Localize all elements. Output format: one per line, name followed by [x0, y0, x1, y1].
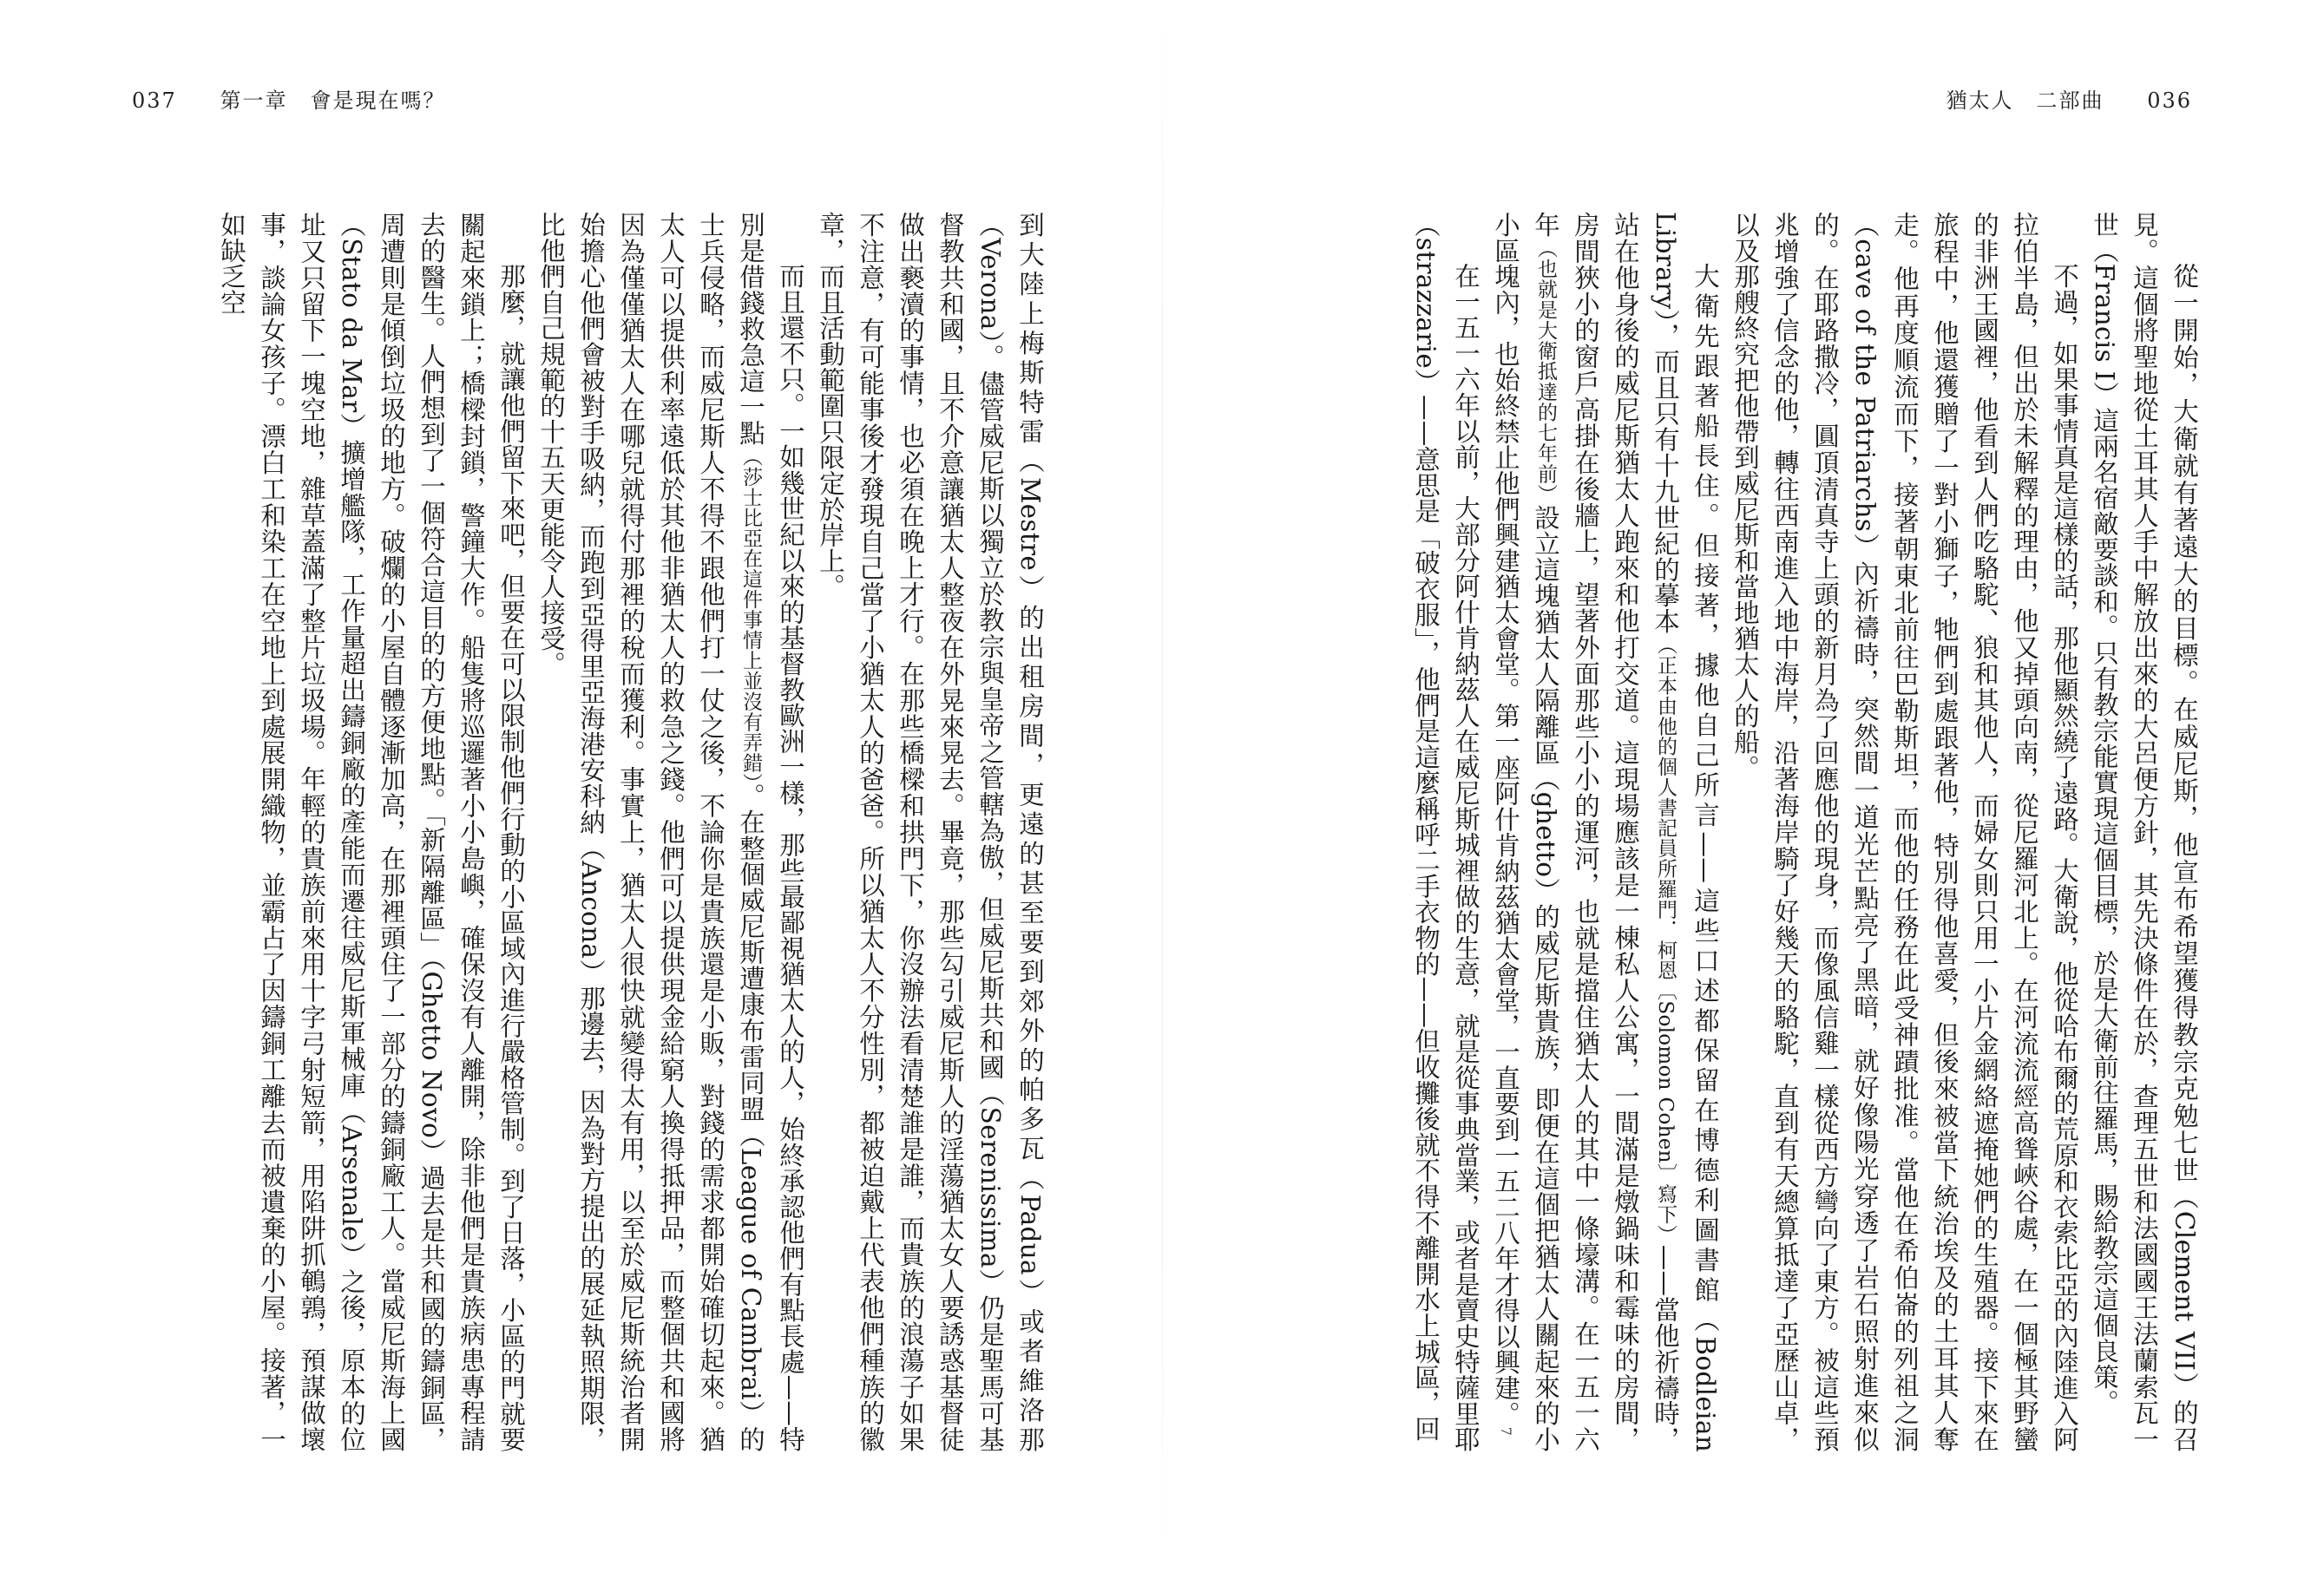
- paragraph: 從一開始，大衛就有著遠大的目標。在威尼斯，他宣布希望獲得教宗克勉七世（Clement VII）的召見。這個將聖地從土耳其人手中解放出來的大呂便方針，其先決條件在於，查理五世和法國國王法蘭索瓦一世（Francis I）這兩名宿敵要談和。只有教宗能實現這個目標，於是大衛前往羅馬，賜給教宗這個良策。: [2090, 212, 2199, 1452]
- right-page-number: 036: [2147, 88, 2192, 113]
- paragraph: 那麼，就讓他們留下來吧，但要在可以限制他們行動的小區域內進行嚴格管制。到了日落，小區的門就要關起來鎖上；橋樑封鎖，警鐘大作。船隻將巡邏著小小島嶼，確保沒有人離開，除非他們是貴族病患專程請去的醫生。人們想到了一個符合這目的的方便地點。「新隔離區」（Ghetto Novo）過去是共和國的鑄銅區，周遭則是傾倒垃圾的地方。破爛的小屋自體逐漸加高，在那裡頭住了一部分的鑄銅廠工人。當威尼斯海上國（Stato da Mar）擴增艦隊，工作量超出鑄銅廠的產能而遷往威尼斯軍械庫（Arsenale）之後，原本的位址又只留下一塊空地，雜草蓋滿了整片垃圾場。年輕的貴族前來用十字弓射短箭，用陷阱抓鵪鶉，預謀做壞事，談論女孩子。漂白工和染工在空地上到處展開織物，並霸占了因鑄銅工離去而被遺棄的小屋。接著，一如缺乏空: [217, 212, 526, 1452]
- left-page-number: 037: [132, 88, 177, 113]
- paragraph-text: 。在整個威尼斯遭康布雷同盟（League of Cambrai）的士兵侵略，而威尼斯人不得不跟他們打一仗之後，不論你是貴族還是小販，對錢的需求都開始確切起來。猶太人可以提供利率遠低於其他非猶太人的救急之錢。他們可以提供現金給窮人換得抵押品，而整個共和國將因為僅僅猶太人在哪兒就得付那裡的稅而獲利。事實上，猶太人很快就變得太有用，以至於威尼斯統治者開始擔心他們會被對手吸納，而跑到亞得里亞海港安科納（Ancona）那邊去，因為對方提出的展延執照期限，比他們自己規範的十五天更能令人接受。: [536, 212, 765, 1452]
- left-page-body: [127, 212, 1050, 1452]
- page-gutter: [1162, 0, 1163, 1572]
- paragraph: [1486, 212, 1725, 1452]
- paragraph-text: 大衛先跟著船長住。但接著，據他自己所言——這些口述都保留在博德利圖書館（Bodleian Library），而且只有十九世紀的摹本: [1651, 212, 1720, 1452]
- paragraph-text: 設立這塊猶太人隔離區（ghetto）的威尼斯貴族，即便在這個把猶太人關起來的小小區塊內，也始終禁止他們興建猶太會堂。第一座阿什肯納茲猶太會堂，一直要到一五二八年才得以興建。: [1491, 212, 1560, 1452]
- left-running-head: [132, 83, 445, 114]
- inline-note: （也就是大衛抵達的七年前）: [1534, 238, 1557, 505]
- paragraph-text: 而且還不只。一如幾世紀以來的基督教歐洲一樣，那些最鄙視猶太人的人，始終承認他們有點長處——特別是借錢救急這一點: [736, 212, 805, 1452]
- paragraph: [531, 212, 811, 1452]
- paragraph: 不過，如果事情真是這樣的話，那他顯然繞了遠路。大衛說，他從哈布爾的荒原和衣索比亞的內陸進入阿拉伯半島，但出於未解釋的理由，他又掉頭向南，從尼羅河北上。在河流流經高聳峽谷處，在一個極其野蠻的非洲王國裡，他看到人們吃駱駝、狼和其他人，而婦女則只用一小片金網絡遮掩她們的生殖器。接下來在旅程中，他還獲贈了一對小獅子，牠們到處跟著他，特別得他喜愛，但後來被當下統治埃及的土耳其人奪走。他再度順流而下，接著朝東北前往巴勒斯坦，而他的任務在此受神蹟批准。當他在希伯崙的列祖之洞（cave of the Patriarchs）內祈禱時，突然間一道光芒點亮了黑暗，就好像陽光穿透了岩石照射進來似的。在耶路撒冷，圓頂清真寺上頭的新月為了回應他的現身，而像風信雞一樣從西方彎向了東方。被這些預兆增強了信念的他，轉往西南進入地中海岸，沿著海岸騎了好幾天的駱駝，直到有天總算抵達了亞歷山卓，以及那艘終究把他帶到威尼斯和當地猶太人的船。: [1730, 212, 2079, 1452]
- inline-note: （正本由他的個人書記員所羅門．柯恩〔Solomon Cohen〕寫下）: [1654, 634, 1677, 1245]
- footnote-marker: 7: [1498, 1426, 1514, 1437]
- right-running-head: [1947, 83, 2192, 114]
- right-book-title: 猶太人 二部曲: [1946, 88, 2104, 113]
- paragraph: 到大陸上梅斯特雷（Mestre）的出租房間，更遠的甚至要到郊外的帕多瓦（Padua）或者維洛那（Verona）。儘管威尼斯以獨立於教宗與皇帝之管轄為傲，但威尼斯共和國（Serenissima）仍是聖馬可基督教共和國，且不介意讓猶太人整夜在外晃來晃去。畢竟，那些勾引威尼斯人的淫蕩猶太女人要誘惑基督徒做出褻瀆的事情，也必須在晚上才行。在那些橋樑和拱門下，你沒辦法看清楚誰是誰，而貴族的浪蕩子如果不注意，有可能事後才發現自己當了小猶太人的爸爸。所以猶太人不分性別，都被迫戴上代表他們種族的徽章，而且活動範圍只限定於岸上。: [816, 212, 1045, 1452]
- paragraph-text: ——當他祈禱時，站在他身後的威尼斯猶太人跑來和他打交道。這現場應該是一棟私人公寓，一間滿是燉鍋味和霉味的房間，房間狹小的窗戶高掛在後牆上，望著外面那些小小的運河，也就是擋住猶太人的其中一條壕溝。在一五一六年: [1531, 212, 1680, 1452]
- inline-note: （莎士比亞在這件事情上並沒有弄錯）: [739, 446, 762, 783]
- paragraph: 在一五一六年以前，大部分阿什肯納茲人在威尼斯城裡做的生意，就是從事典當業，或者是賣史特薩里耶（strazzarie）——意思是「破衣服」，他們是這麼稱呼二手衣物的——但收攤後就不得不離開水上城區，回: [1411, 212, 1480, 1452]
- left-chapter-title: 第一章 會是現在嗎？: [220, 88, 446, 113]
- right-page-body: [1309, 212, 2204, 1452]
